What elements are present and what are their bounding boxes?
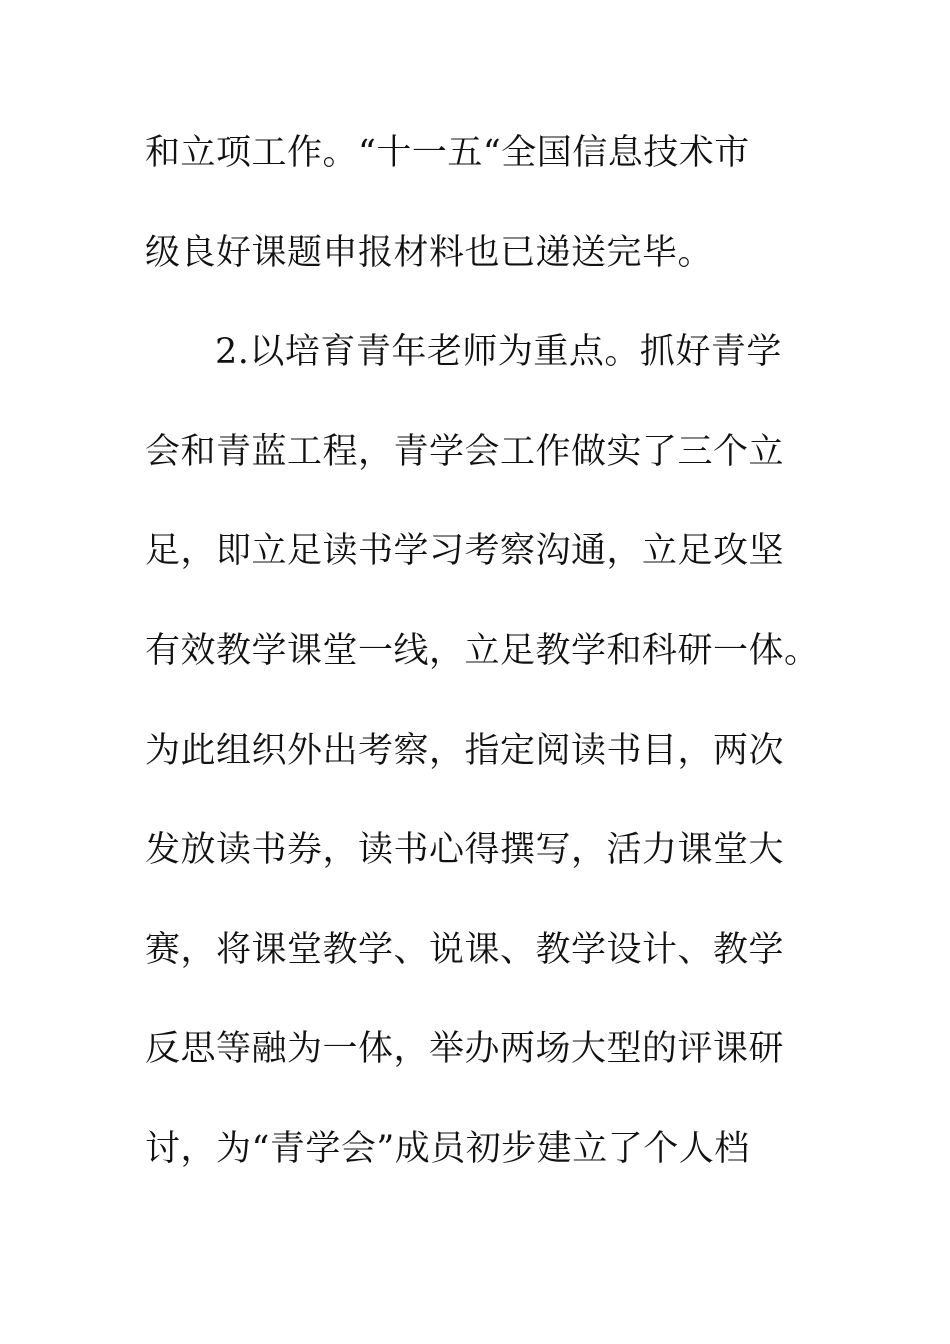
- paragraph-line-2: 级良好课题申报材料也已递送完毕。: [145, 233, 714, 273]
- paragraph-line-7: 为此组织外出考察，指定阅读书目，两次: [145, 731, 785, 771]
- paragraph-line-6: 有效教学课堂一线，立足教学和科研一体。: [145, 631, 820, 671]
- paragraph-line-11: 讨，为“青学会”成员初步建立了个人档: [145, 1129, 750, 1169]
- paragraph-line-9: 赛，将课堂教学、说课、教学设计、教学: [145, 930, 785, 970]
- paragraph-line-3: 2.以培育青年老师为重点。抓好青学: [215, 332, 782, 372]
- paragraph-line-10: 反思等融为一体，举办两场大型的评课研: [145, 1029, 785, 1069]
- paragraph-line-8: 发放读书券，读书心得撰写，活力课堂大: [145, 830, 785, 870]
- paragraph-line-4: 会和青蓝工程，青学会工作做实了三个立: [145, 432, 785, 472]
- paragraph-line-1: 和立项工作。“十一五“全国信息技术市: [145, 133, 750, 173]
- paragraph-line-5: 足，即立足读书学习考察沟通，立足攻坚: [145, 531, 785, 571]
